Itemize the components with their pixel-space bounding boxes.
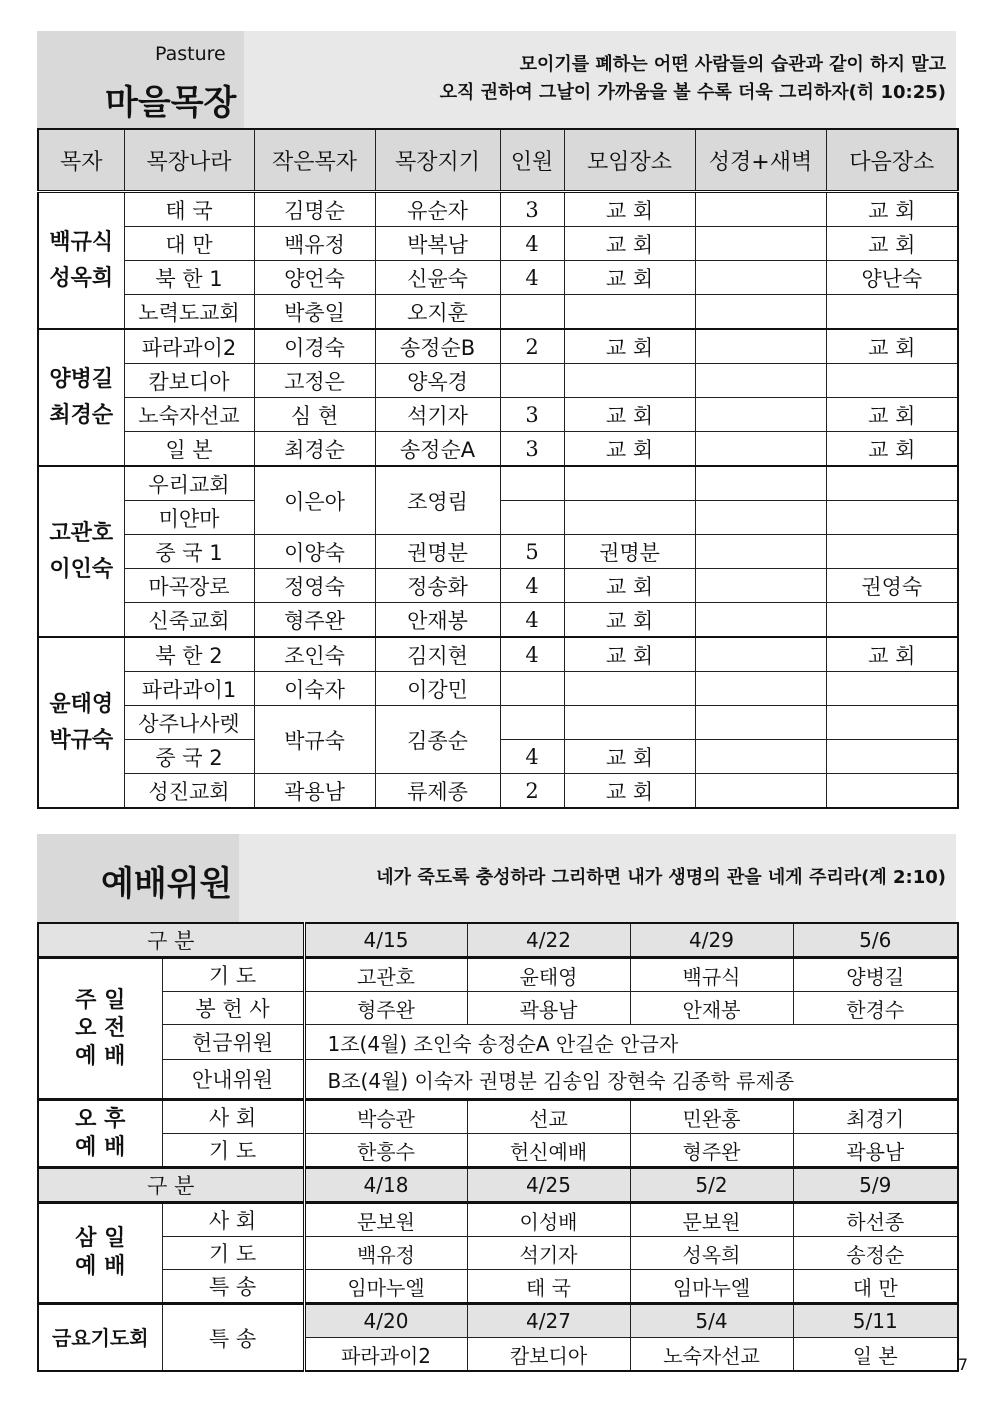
next-place-cell bbox=[826, 466, 958, 501]
name-cell: 석기자 bbox=[467, 1237, 630, 1270]
table-row bbox=[38, 227, 958, 261]
bible-cell bbox=[695, 774, 826, 809]
small-shepherd-cell: 백유정 bbox=[254, 227, 375, 261]
date-cell: 4/18 bbox=[304, 1168, 467, 1203]
table-row bbox=[38, 569, 958, 603]
name-cell: 일 본 bbox=[793, 1338, 958, 1372]
sunday-pm-label bbox=[38, 1100, 162, 1168]
bible-cell bbox=[695, 637, 826, 672]
place-cell: 교 회 bbox=[564, 774, 695, 809]
table-row bbox=[38, 774, 958, 809]
sunday-date-row bbox=[38, 923, 958, 958]
table-row bbox=[38, 603, 958, 638]
col-header: 목장지기 bbox=[375, 129, 500, 192]
place-cell bbox=[564, 672, 695, 706]
small-shepherd-cell: 박규숙 bbox=[254, 706, 375, 774]
table-row bbox=[38, 1100, 958, 1134]
bible-cell bbox=[695, 364, 826, 398]
small-shepherd-cell: 이양숙 bbox=[254, 535, 375, 569]
table-row bbox=[38, 398, 958, 432]
nation-cell: 파라과이2 bbox=[124, 329, 254, 364]
small-shepherd-cell: 정영숙 bbox=[254, 569, 375, 603]
count-cell bbox=[500, 501, 564, 535]
col-header: 목장나라 bbox=[124, 129, 254, 192]
keeper-cell: 신윤숙 bbox=[375, 261, 500, 295]
small-shepherd-cell: 최경순 bbox=[254, 432, 375, 467]
name-cell: 문보원 bbox=[630, 1203, 793, 1237]
role-label: 기 도 bbox=[162, 1237, 304, 1270]
section-label: 구 분 bbox=[38, 923, 304, 958]
date-cell: 5/6 bbox=[793, 923, 958, 958]
small-shepherd-cell: 형주완 bbox=[254, 603, 375, 638]
place-cell bbox=[564, 295, 695, 330]
bible-cell bbox=[695, 603, 826, 638]
keeper-cell: 유순자 bbox=[375, 192, 500, 227]
name-cell: 성옥희 bbox=[630, 1237, 793, 1270]
pasture-header-row bbox=[38, 129, 958, 192]
name-cell: 한흥수 bbox=[304, 1134, 467, 1168]
date-cell: 4/22 bbox=[467, 923, 630, 958]
count-cell: 5 bbox=[500, 535, 564, 569]
next-place-cell: 교 회 bbox=[826, 227, 958, 261]
place-cell: 교 회 bbox=[564, 740, 695, 774]
nation-cell: 노력도교회 bbox=[124, 295, 254, 330]
page-number: 7 bbox=[957, 1355, 968, 1374]
shepherd-name: 백규식 bbox=[49, 229, 114, 255]
bible-cell bbox=[695, 569, 826, 603]
table-row bbox=[38, 637, 958, 672]
pasture-header bbox=[37, 31, 956, 128]
keeper-cell: 권명분 bbox=[375, 535, 500, 569]
next-place-cell bbox=[826, 535, 958, 569]
next-place-cell bbox=[826, 672, 958, 706]
nation-cell: 대 만 bbox=[124, 227, 254, 261]
small-shepherd-cell: 조인숙 bbox=[254, 637, 375, 672]
col-header: 다음장소 bbox=[826, 129, 958, 192]
next-place-cell: 교 회 bbox=[826, 329, 958, 364]
nation-cell: 중 국 1 bbox=[124, 535, 254, 569]
table-row bbox=[38, 1203, 958, 1237]
next-place-cell: 교 회 bbox=[826, 398, 958, 432]
keeper-cell: 석기자 bbox=[375, 398, 500, 432]
name-cell: 양병길 bbox=[793, 958, 958, 992]
category-line: 주 일 bbox=[75, 987, 126, 1013]
bible-cell bbox=[695, 501, 826, 535]
bible-cell bbox=[695, 432, 826, 467]
keeper-cell: 조영림 bbox=[375, 466, 500, 535]
name-cell: 이성배 bbox=[467, 1203, 630, 1237]
count-cell: 4 bbox=[500, 261, 564, 295]
date-cell: 5/11 bbox=[793, 1304, 958, 1338]
bible-cell bbox=[695, 740, 826, 774]
role-label: 기 도 bbox=[162, 958, 304, 992]
name-cell: 곽용남 bbox=[793, 1134, 958, 1168]
place-cell: 교 회 bbox=[564, 192, 695, 227]
bible-cell bbox=[695, 227, 826, 261]
table-row bbox=[38, 364, 958, 398]
small-shepherd-cell: 이경숙 bbox=[254, 329, 375, 364]
place-cell: 교 회 bbox=[564, 637, 695, 672]
bible-cell bbox=[695, 329, 826, 364]
name-cell: 한경수 bbox=[793, 992, 958, 1025]
name-cell: 곽용남 bbox=[467, 992, 630, 1025]
name-cell: 형주완 bbox=[630, 1134, 793, 1168]
name-cell: 송정순 bbox=[793, 1237, 958, 1270]
table-row bbox=[38, 432, 958, 467]
small-shepherd-cell: 박충일 bbox=[254, 295, 375, 330]
shepherd-cell bbox=[38, 329, 124, 466]
keeper-cell: 김지현 bbox=[375, 637, 500, 672]
date-cell: 5/2 bbox=[630, 1168, 793, 1203]
nation-cell: 북 한 2 bbox=[124, 637, 254, 672]
name-cell: 캄보디아 bbox=[467, 1338, 630, 1372]
table-row bbox=[38, 958, 958, 992]
next-place-cell: 교 회 bbox=[826, 637, 958, 672]
keeper-cell: 오지훈 bbox=[375, 295, 500, 330]
keeper-cell: 이강민 bbox=[375, 672, 500, 706]
keeper-cell: 김종순 bbox=[375, 706, 500, 774]
name-cell: 파라과이2 bbox=[304, 1338, 467, 1372]
friday-date-row bbox=[38, 1304, 958, 1338]
date-cell: 5/4 bbox=[630, 1304, 793, 1338]
shepherd-name: 박규숙 bbox=[49, 727, 114, 753]
pasture-verse-line2: 오직 권하여 그날이 가까움을 볼 수록 더욱 그리하자(히 10:25) bbox=[439, 82, 946, 103]
category-line: 삼 일 bbox=[75, 1226, 126, 1251]
next-place-cell bbox=[826, 706, 958, 740]
count-cell bbox=[500, 295, 564, 330]
name-cell: 문보원 bbox=[304, 1203, 467, 1237]
place-cell bbox=[564, 706, 695, 740]
role-label: 특 송 bbox=[162, 1270, 304, 1304]
keeper-cell: 박복남 bbox=[375, 227, 500, 261]
bible-cell bbox=[695, 466, 826, 501]
name-cell: 윤태영 bbox=[467, 958, 630, 992]
name-cell: 태 국 bbox=[467, 1270, 630, 1304]
count-cell bbox=[500, 672, 564, 706]
small-shepherd-cell: 이은아 bbox=[254, 466, 375, 535]
role-label: 봉 헌 사 bbox=[162, 992, 304, 1025]
category-line: 예 배 bbox=[75, 1043, 126, 1069]
worship-title-block bbox=[37, 834, 239, 922]
small-shepherd-cell: 양언숙 bbox=[254, 261, 375, 295]
keeper-cell: 송정순B bbox=[375, 329, 500, 364]
small-shepherd-cell: 곽용남 bbox=[254, 774, 375, 809]
pasture-table bbox=[37, 128, 959, 809]
name-cell: 안재봉 bbox=[630, 992, 793, 1025]
date-cell: 5/9 bbox=[793, 1168, 958, 1203]
shepherd-name: 고관호 bbox=[49, 520, 114, 546]
keeper-cell: 안재봉 bbox=[375, 603, 500, 638]
count-cell: 3 bbox=[500, 192, 564, 227]
role-label: 사 회 bbox=[162, 1100, 304, 1134]
table-row bbox=[38, 466, 958, 501]
keeper-cell: 류제종 bbox=[375, 774, 500, 809]
place-cell: 교 회 bbox=[564, 227, 695, 261]
shepherd-name: 최경순 bbox=[49, 402, 114, 428]
shepherd-name: 성옥희 bbox=[49, 265, 114, 291]
place-cell: 교 회 bbox=[564, 261, 695, 295]
place-cell bbox=[564, 501, 695, 535]
next-place-cell bbox=[826, 295, 958, 330]
category-line: 예 배 bbox=[75, 1134, 126, 1160]
table-row bbox=[38, 1270, 958, 1304]
place-cell: 권명분 bbox=[564, 535, 695, 569]
place-cell: 교 회 bbox=[564, 603, 695, 638]
category-line: 오 후 bbox=[75, 1106, 126, 1132]
keeper-cell: 양옥경 bbox=[375, 364, 500, 398]
small-shepherd-cell: 김명순 bbox=[254, 192, 375, 227]
name-cell: 임마누엘 bbox=[630, 1270, 793, 1304]
role-label: 헌금위원 bbox=[162, 1025, 304, 1060]
table-row bbox=[38, 706, 958, 740]
nation-cell: 우리교회 bbox=[124, 466, 254, 501]
date-cell: 4/27 bbox=[467, 1304, 630, 1338]
next-place-cell bbox=[826, 603, 958, 638]
table-row bbox=[38, 192, 958, 227]
category-line: 오 전 bbox=[75, 1015, 126, 1041]
count-cell: 3 bbox=[500, 398, 564, 432]
small-shepherd-cell: 고정은 bbox=[254, 364, 375, 398]
next-place-cell bbox=[826, 364, 958, 398]
nation-cell: 미얀마 bbox=[124, 501, 254, 535]
name-cell: 임마누엘 bbox=[304, 1270, 467, 1304]
count-cell: 4 bbox=[500, 637, 564, 672]
col-header: 모임장소 bbox=[564, 129, 695, 192]
nation-cell: 성진교회 bbox=[124, 774, 254, 809]
small-shepherd-cell: 심 현 bbox=[254, 398, 375, 432]
name-cell: 노숙자선교 bbox=[630, 1338, 793, 1372]
name-cell: 백유정 bbox=[304, 1237, 467, 1270]
friday-label: 금요기도회 bbox=[38, 1304, 162, 1372]
nation-cell: 노숙자선교 bbox=[124, 398, 254, 432]
name-cell: 헌신예배 bbox=[467, 1134, 630, 1168]
count-cell: 4 bbox=[500, 569, 564, 603]
col-header: 인원 bbox=[500, 129, 564, 192]
date-cell: 4/20 bbox=[304, 1304, 467, 1338]
table-row bbox=[38, 992, 958, 1025]
nation-cell: 파라과이1 bbox=[124, 672, 254, 706]
worship-verse: 네가 죽도록 충성하라 그리하면 내가 생명의 관을 네게 주리라(계 2:10) bbox=[376, 867, 946, 888]
shepherd-cell bbox=[38, 466, 124, 637]
pasture-subtitle: Pasture bbox=[155, 43, 226, 65]
date-cell: 4/25 bbox=[467, 1168, 630, 1203]
name-cell: 백규식 bbox=[630, 958, 793, 992]
usher-committee: B조(4월) 이숙자 권명분 김송임 장현숙 김종학 류제종 bbox=[304, 1060, 958, 1100]
small-shepherd-cell: 이숙자 bbox=[254, 672, 375, 706]
place-cell: 교 회 bbox=[564, 329, 695, 364]
name-cell: 민완홍 bbox=[630, 1100, 793, 1134]
wednesday-date-row bbox=[38, 1168, 958, 1203]
table-row bbox=[38, 295, 958, 330]
pasture-title: 마을목장 bbox=[105, 83, 237, 123]
count-cell bbox=[500, 466, 564, 501]
worship-table bbox=[37, 922, 959, 1372]
table-row bbox=[38, 329, 958, 364]
count-cell bbox=[500, 706, 564, 740]
name-cell: 하선종 bbox=[793, 1203, 958, 1237]
bible-cell bbox=[695, 398, 826, 432]
sunday-am-label bbox=[38, 958, 162, 1100]
count-cell: 4 bbox=[500, 603, 564, 638]
money-committee: 1조(4월) 조인숙 송정순A 안길순 안금자 bbox=[304, 1025, 958, 1060]
place-cell bbox=[564, 466, 695, 501]
date-cell: 4/29 bbox=[630, 923, 793, 958]
bible-cell bbox=[695, 672, 826, 706]
name-cell: 고관호 bbox=[304, 958, 467, 992]
nation-cell: 신죽교회 bbox=[124, 603, 254, 638]
place-cell bbox=[564, 364, 695, 398]
next-place-cell: 권영숙 bbox=[826, 569, 958, 603]
col-header: 작은목자 bbox=[254, 129, 375, 192]
date-cell: 4/15 bbox=[304, 923, 467, 958]
name-cell: 선교 bbox=[467, 1100, 630, 1134]
name-cell: 형주완 bbox=[304, 992, 467, 1025]
col-header: 성경+새벽 bbox=[695, 129, 826, 192]
worship-title: 예배위원 bbox=[101, 864, 233, 904]
table-row bbox=[38, 1237, 958, 1270]
pasture-verse-line1: 모이기를 폐하는 어떤 사람들의 습관과 같이 하지 말고 bbox=[519, 54, 946, 75]
nation-cell: 마곡장로 bbox=[124, 569, 254, 603]
keeper-cell: 송정순A bbox=[375, 432, 500, 467]
next-place-cell bbox=[826, 740, 958, 774]
wednesday-label bbox=[38, 1203, 162, 1304]
pasture-title-block bbox=[37, 31, 244, 128]
name-cell: 대 만 bbox=[793, 1270, 958, 1304]
name-cell: 최경기 bbox=[793, 1100, 958, 1134]
next-place-cell bbox=[826, 501, 958, 535]
shepherd-cell bbox=[38, 192, 124, 330]
count-cell bbox=[500, 364, 564, 398]
section-label: 구 분 bbox=[38, 1168, 304, 1203]
next-place-cell: 교 회 bbox=[826, 432, 958, 467]
table-row bbox=[38, 672, 958, 706]
place-cell: 교 회 bbox=[564, 569, 695, 603]
role-label: 특 송 bbox=[162, 1304, 304, 1372]
table-row bbox=[38, 535, 958, 569]
place-cell: 교 회 bbox=[564, 398, 695, 432]
table-row bbox=[38, 1025, 958, 1060]
shepherd-name: 윤태영 bbox=[49, 691, 114, 717]
bible-cell bbox=[695, 261, 826, 295]
bible-cell bbox=[695, 295, 826, 330]
table-row bbox=[38, 261, 958, 295]
bible-cell bbox=[695, 535, 826, 569]
name-cell: 박승관 bbox=[304, 1100, 467, 1134]
count-cell: 3 bbox=[500, 432, 564, 467]
col-header: 목자 bbox=[38, 129, 124, 192]
keeper-cell: 정송화 bbox=[375, 569, 500, 603]
bible-cell bbox=[695, 706, 826, 740]
worship-header bbox=[37, 834, 956, 922]
role-label: 사 회 bbox=[162, 1203, 304, 1237]
count-cell: 2 bbox=[500, 774, 564, 809]
shepherd-name: 이인숙 bbox=[49, 556, 114, 582]
bible-cell bbox=[695, 192, 826, 227]
nation-cell: 캄보디아 bbox=[124, 364, 254, 398]
role-label: 안내위원 bbox=[162, 1060, 304, 1100]
count-cell: 4 bbox=[500, 740, 564, 774]
nation-cell: 북 한 1 bbox=[124, 261, 254, 295]
shepherd-name: 양병길 bbox=[49, 366, 114, 392]
table-row bbox=[38, 1134, 958, 1168]
role-label: 기 도 bbox=[162, 1134, 304, 1168]
next-place-cell bbox=[826, 774, 958, 809]
count-cell: 2 bbox=[500, 329, 564, 364]
place-cell: 교 회 bbox=[564, 432, 695, 467]
category-line: 예 배 bbox=[75, 1254, 126, 1279]
next-place-cell: 양난숙 bbox=[826, 261, 958, 295]
table-row bbox=[38, 1060, 958, 1100]
pasture-verse bbox=[440, 51, 946, 107]
nation-cell: 상주나사렛 bbox=[124, 706, 254, 740]
nation-cell: 태 국 bbox=[124, 192, 254, 227]
shepherd-cell bbox=[38, 637, 124, 808]
nation-cell: 중 국 2 bbox=[124, 740, 254, 774]
count-cell: 4 bbox=[500, 227, 564, 261]
nation-cell: 일 본 bbox=[124, 432, 254, 467]
next-place-cell: 교 회 bbox=[826, 192, 958, 227]
